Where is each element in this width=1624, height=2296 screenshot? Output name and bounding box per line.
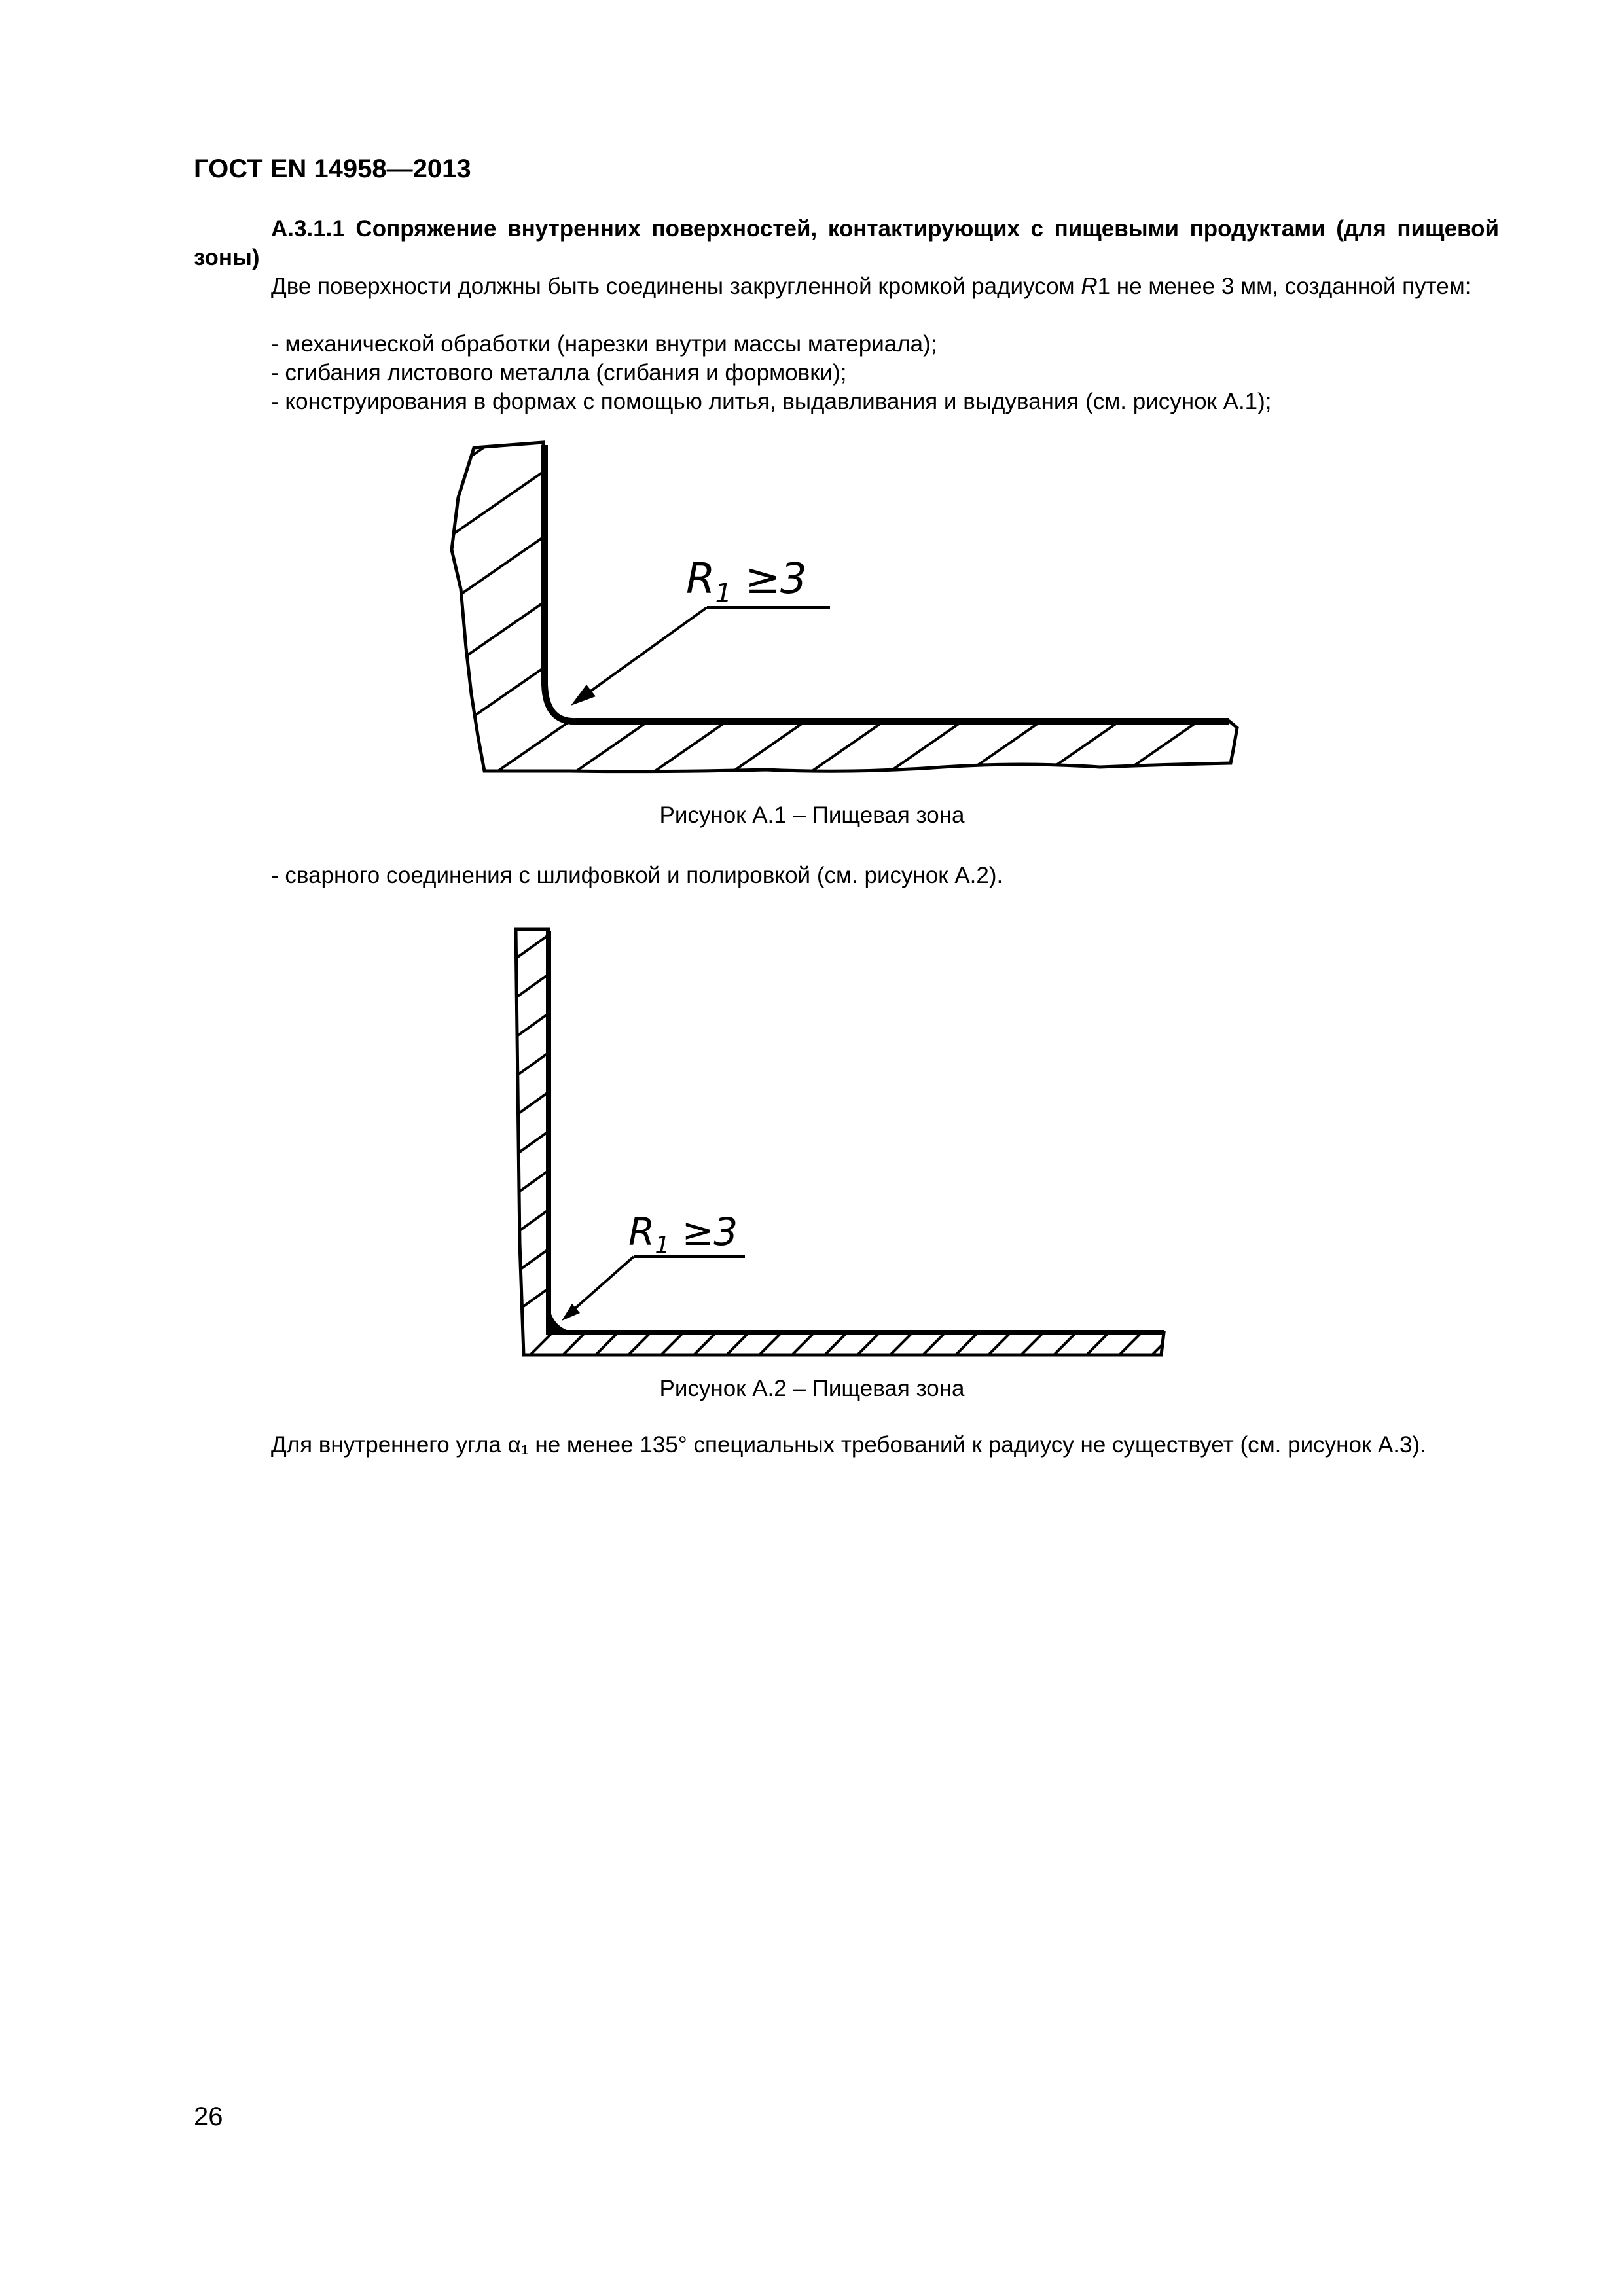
list-item-weld: - сварного соединения с шлифовкой и полировкой (см. рисунок А.2). <box>271 863 1003 888</box>
page-number: 26 <box>194 2102 223 2131</box>
figure-a2-caption: Рисунок А.2 – Пищевая зона <box>659 1376 965 1401</box>
intro-r: R <box>1081 274 1098 299</box>
section-heading-text: А.3.1.1 Сопряжение внутренних поверхностей, контактирующих с пищевыми продуктами (для пищевой зоны) <box>194 216 1499 270</box>
figure-a1-caption: Рисунок А.1 – Пищевая зона <box>659 802 965 828</box>
radius-subscript: 1 <box>655 1232 670 1259</box>
document-header: ГОСТ EN 14958—2013 <box>194 154 471 183</box>
radius-relation: ≥3 <box>745 555 807 603</box>
list-item: - механической обработки (нарезки внутри массы материала); <box>271 331 937 357</box>
list-item: - сгибания листового металла (сгибания и формовки); <box>271 360 847 386</box>
radius-subscript: 1 <box>715 578 732 609</box>
radius-relation: ≥3 <box>681 1210 738 1254</box>
closing-paragraph <box>194 1431 1499 1460</box>
radius-symbol: R <box>686 555 715 603</box>
radius-symbol: R <box>628 1210 655 1254</box>
figure-a2-label <box>628 1210 738 1259</box>
intro-pre: Две поверхности должны быть соединены закругленной кромкой радиусом <box>271 274 1081 299</box>
closing-text: Для внутреннего угла α₁ не менее 135° специальных требований к радиусу не существует (см. рисунок А.3). <box>271 1432 1426 1458</box>
list-item: - конструирования в формах с помощью литья, выдавливания и выдувания (см. рисунок А.1); <box>271 389 1272 414</box>
intro-post: 1 не менее 3 мм, созданной путем: <box>1097 274 1471 299</box>
